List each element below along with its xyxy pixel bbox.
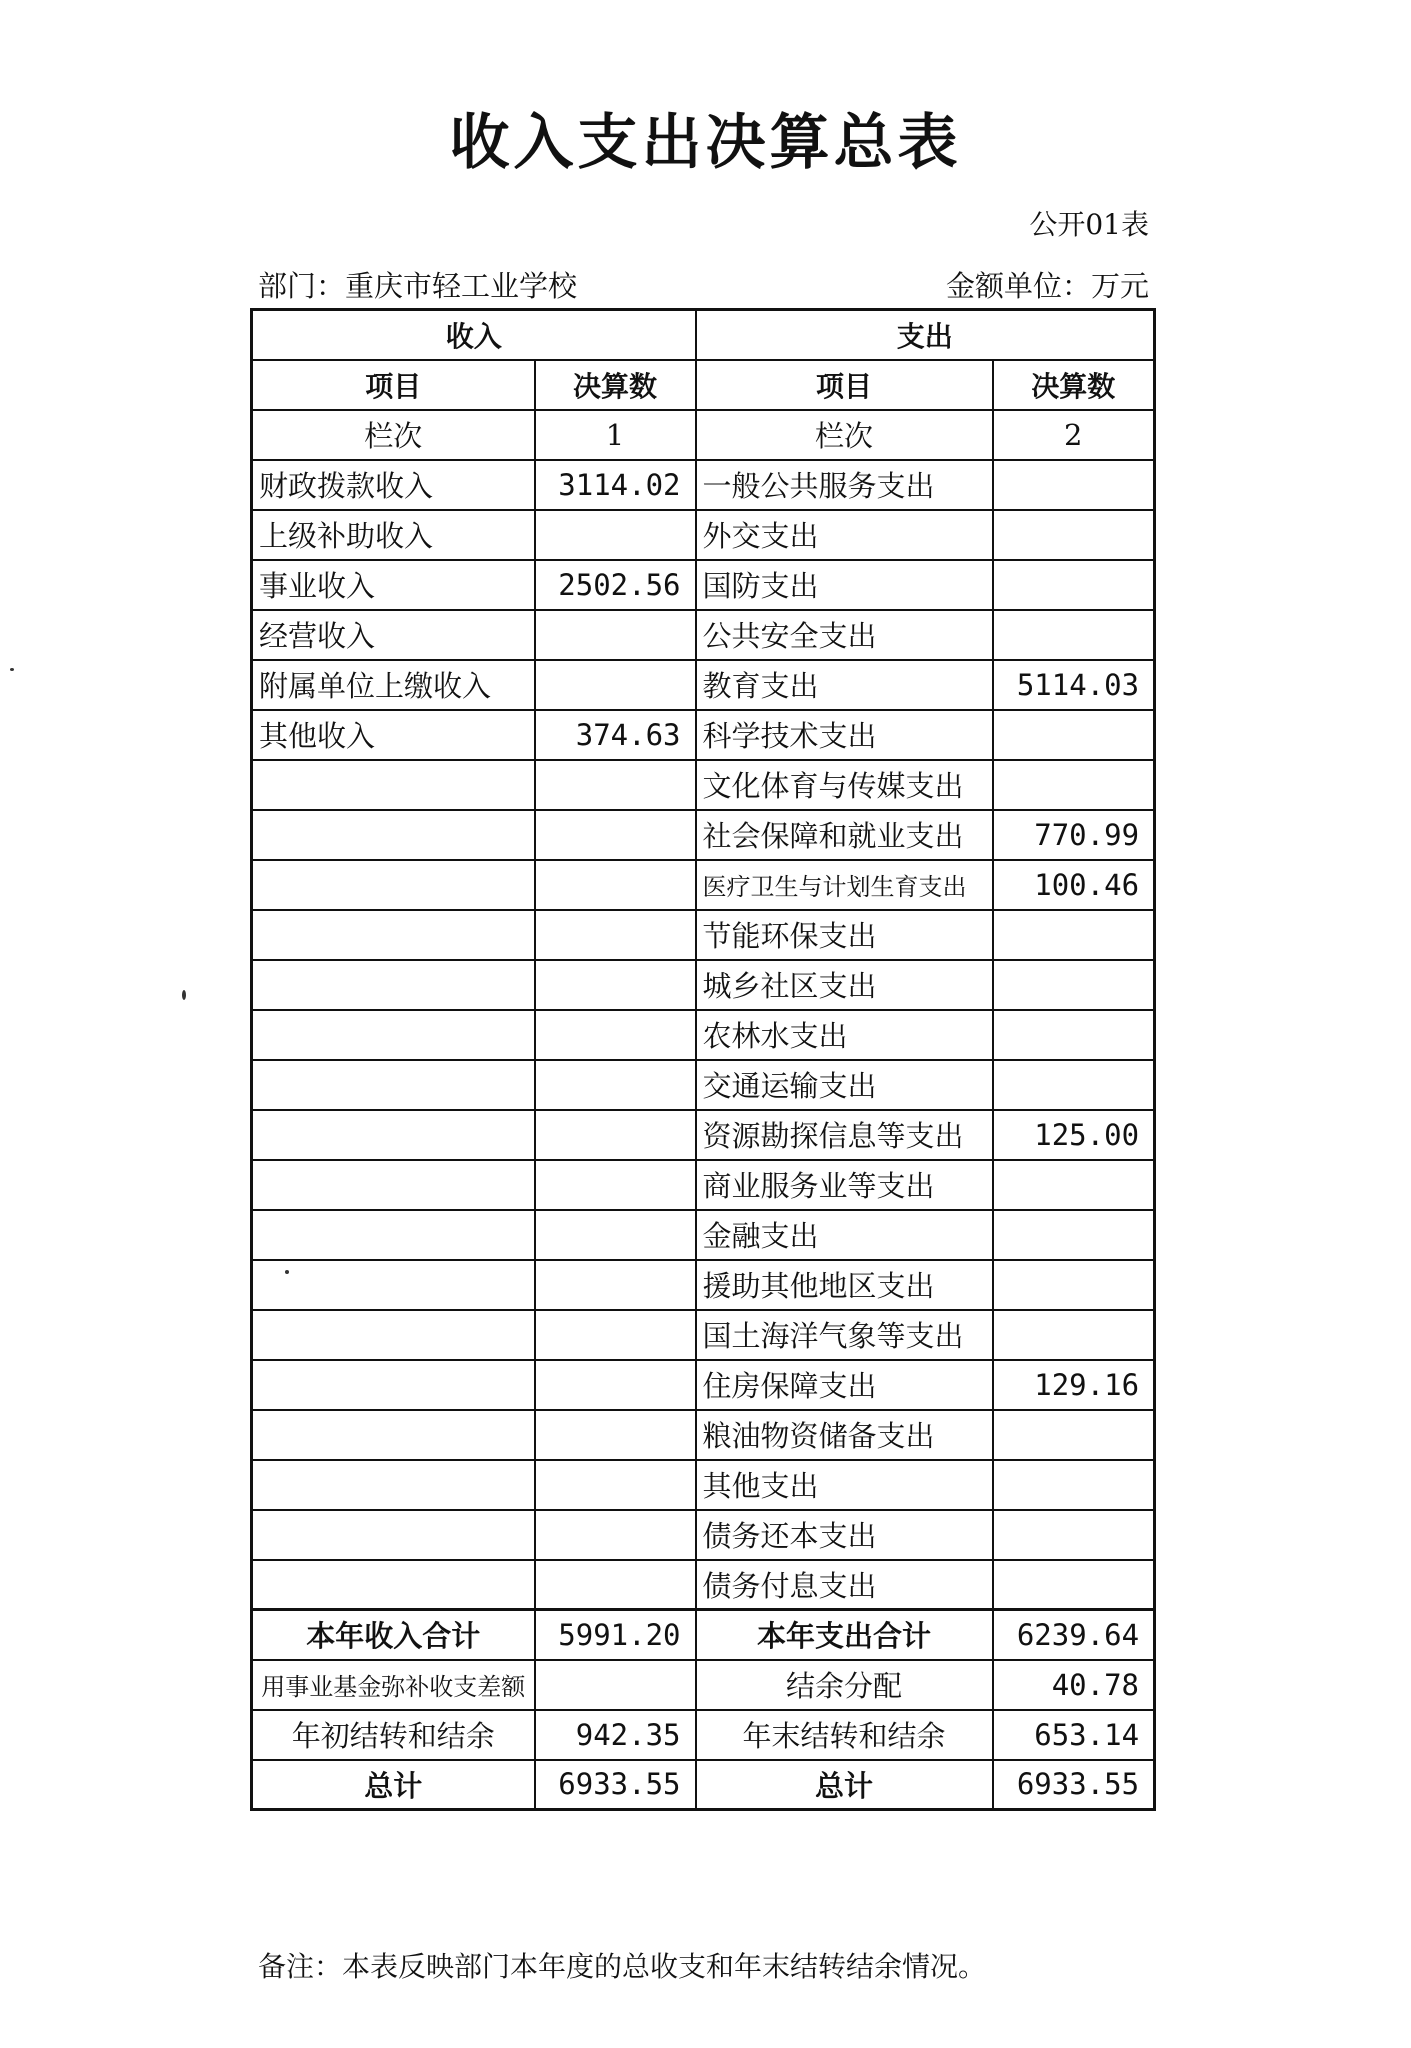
expense-amount-cell	[993, 1160, 1155, 1210]
table-row	[252, 810, 1155, 860]
expense-amount-cell	[993, 1060, 1155, 1110]
expense-amount-cell: 125.00	[993, 1110, 1155, 1160]
income-item-cell	[252, 1410, 535, 1460]
income-amount-cell	[535, 1260, 696, 1310]
grand-total-row	[252, 1760, 1155, 1810]
table-row	[252, 1560, 1155, 1610]
income-item-cell	[252, 960, 535, 1010]
income-item-cell	[252, 1310, 535, 1360]
income-item-cell: 财政拨款收入	[252, 460, 535, 510]
expense-item-cell: 外交支出	[696, 510, 993, 560]
section-header-row	[252, 310, 1155, 360]
income-amount-cell	[535, 610, 696, 660]
expense-item-cell: 债务付息支出	[696, 1560, 993, 1610]
fund-makeup-row	[252, 1660, 1155, 1710]
expense-amount-cell	[993, 560, 1155, 610]
table-row	[252, 460, 1155, 510]
expense-item-cell: 援助其他地区支出	[696, 1260, 993, 1310]
table-row	[252, 1410, 1155, 1460]
expense-amount-cell	[993, 1010, 1155, 1060]
table-row	[252, 610, 1155, 660]
year-income-total-label: 本年收入合计	[252, 1610, 535, 1660]
expense-item-cell: 教育支出	[696, 660, 993, 710]
form-code: 公开01表	[1029, 208, 1149, 241]
table-row	[252, 660, 1155, 710]
table-row	[252, 760, 1155, 810]
expense-item-cell: 医疗卫生与计划生育支出	[696, 860, 993, 910]
expense-item-cell: 城乡社区支出	[696, 960, 993, 1010]
expense-amount-cell	[993, 1260, 1155, 1310]
income-amount-cell	[535, 960, 696, 1010]
expense-grand-total-label: 总计	[696, 1760, 993, 1810]
expense-item-cell: 公共安全支出	[696, 610, 993, 660]
expense-amount-cell: 770.99	[993, 810, 1155, 860]
expense-amount-cell	[993, 1210, 1155, 1260]
table-row	[252, 710, 1155, 760]
income-amount-cell	[535, 860, 696, 910]
expense-amount-cell	[993, 960, 1155, 1010]
expense-column-number: 2	[993, 410, 1155, 460]
year-expense-total-label: 本年支出合计	[696, 1610, 993, 1660]
expense-amount-cell	[993, 760, 1155, 810]
begin-balance-label: 年初结转和结余	[252, 1710, 535, 1760]
income-amount-header: 决算数	[535, 360, 696, 410]
scan-speck	[182, 990, 186, 1000]
table-row	[252, 1310, 1155, 1360]
table-row	[252, 1260, 1155, 1310]
income-item-cell	[252, 1260, 535, 1310]
expense-item-cell: 节能环保支出	[696, 910, 993, 960]
income-grand-total-label: 总计	[252, 1760, 535, 1810]
income-item-cell	[252, 860, 535, 910]
income-amount-cell	[535, 1510, 696, 1560]
year-income-total-value: 5991.20	[535, 1610, 696, 1660]
expense-amount-cell: 129.16	[993, 1360, 1155, 1410]
expense-item-cell: 农林水支出	[696, 1010, 993, 1060]
income-column-number: 1	[535, 410, 696, 460]
expense-item-header: 项目	[696, 360, 993, 410]
income-amount-cell	[535, 1360, 696, 1410]
income-row-label: 栏次	[252, 410, 535, 460]
balance-row	[252, 1710, 1155, 1760]
expense-amount-cell	[993, 1410, 1155, 1460]
scan-speck	[285, 1270, 289, 1274]
income-item-cell	[252, 1510, 535, 1560]
table-row	[252, 1110, 1155, 1160]
table-row	[252, 1060, 1155, 1110]
income-amount-cell	[535, 1460, 696, 1510]
income-item-cell	[252, 1210, 535, 1260]
income-item-cell: 事业收入	[252, 560, 535, 610]
income-amount-cell	[535, 810, 696, 860]
expense-amount-cell: 5114.03	[993, 660, 1155, 710]
income-amount-cell: 374.63	[535, 710, 696, 760]
table-row	[252, 960, 1155, 1010]
expense-item-cell: 债务还本支出	[696, 1510, 993, 1560]
expense-item-cell: 国土海洋气象等支出	[696, 1310, 993, 1360]
income-item-cell: 其他收入	[252, 710, 535, 760]
expense-item-cell: 粮油物资储备支出	[696, 1410, 993, 1460]
expense-item-cell: 社会保障和就业支出	[696, 810, 993, 860]
table-row	[252, 1210, 1155, 1260]
table-row	[252, 910, 1155, 960]
expense-amount-cell	[993, 510, 1155, 560]
fund-makeup-value	[535, 1660, 696, 1710]
income-item-cell	[252, 1060, 535, 1110]
expense-item-cell: 科学技术支出	[696, 710, 993, 760]
income-item-cell	[252, 1110, 535, 1160]
income-item-header: 项目	[252, 360, 535, 410]
end-balance-value: 653.14	[993, 1710, 1155, 1760]
amount-unit-label: 金额单位：万元	[945, 269, 1149, 303]
page-title: 收入支出决算总表	[449, 108, 962, 178]
surplus-distribution-label: 结余分配	[696, 1660, 993, 1710]
income-amount-cell	[535, 1210, 696, 1260]
expense-amount-cell	[993, 1310, 1155, 1360]
income-amount-cell	[535, 1010, 696, 1060]
expense-amount-header: 决算数	[993, 360, 1155, 410]
table-row	[252, 510, 1155, 560]
expense-amount-cell	[993, 1510, 1155, 1560]
expense-item-cell: 文化体育与传媒支出	[696, 760, 993, 810]
table-row	[252, 1010, 1155, 1060]
expense-item-cell: 住房保障支出	[696, 1360, 993, 1410]
income-amount-cell	[535, 1110, 696, 1160]
expense-item-cell: 其他支出	[696, 1460, 993, 1510]
expense-grand-total-value: 6933.55	[993, 1760, 1155, 1810]
expense-item-cell: 金融支出	[696, 1210, 993, 1260]
department-label: 部门：重庆市轻工业学校	[258, 269, 578, 303]
expense-amount-cell	[993, 710, 1155, 760]
surplus-distribution-value: 40.78	[993, 1660, 1155, 1710]
income-item-cell	[252, 1360, 535, 1410]
income-amount-cell: 3114.02	[535, 460, 696, 510]
expense-amount-cell	[993, 1560, 1155, 1610]
table-row	[252, 860, 1155, 910]
end-balance-label: 年末结转和结余	[696, 1710, 993, 1760]
income-amount-cell	[535, 1060, 696, 1110]
income-grand-total-value: 6933.55	[535, 1760, 696, 1810]
expense-amount-cell: 100.46	[993, 860, 1155, 910]
income-item-cell	[252, 910, 535, 960]
income-amount-cell	[535, 1410, 696, 1460]
table-row	[252, 1510, 1155, 1560]
fund-makeup-label: 用事业基金弥补收支差额	[252, 1660, 535, 1710]
year-expense-total-value: 6239.64	[993, 1610, 1155, 1660]
expense-section-header: 支出	[696, 310, 1155, 360]
table-row	[252, 560, 1155, 610]
expense-amount-cell	[993, 460, 1155, 510]
expense-amount-cell	[993, 610, 1155, 660]
income-item-cell	[252, 1010, 535, 1060]
expense-amount-cell	[993, 910, 1155, 960]
table-row	[252, 1460, 1155, 1510]
year-total-row	[252, 1610, 1155, 1660]
income-item-cell: 经营收入	[252, 610, 535, 660]
expense-row-label: 栏次	[696, 410, 993, 460]
income-item-cell	[252, 1160, 535, 1210]
income-amount-cell	[535, 660, 696, 710]
expense-item-cell: 商业服务业等支出	[696, 1160, 993, 1210]
table-row	[252, 1160, 1155, 1210]
expense-item-cell: 资源勘探信息等支出	[696, 1110, 993, 1160]
income-item-cell	[252, 1560, 535, 1610]
expense-item-cell: 交通运输支出	[696, 1060, 993, 1110]
income-item-cell: 附属单位上缴收入	[252, 660, 535, 710]
expense-item-cell: 一般公共服务支出	[696, 460, 993, 510]
table-row	[252, 1360, 1155, 1410]
income-expense-table	[250, 308, 1156, 1811]
expense-item-cell: 国防支出	[696, 560, 993, 610]
income-amount-cell	[535, 1310, 696, 1360]
income-item-cell: 上级补助收入	[252, 510, 535, 560]
income-item-cell	[252, 1460, 535, 1510]
expense-amount-cell	[993, 1460, 1155, 1510]
income-amount-cell	[535, 910, 696, 960]
income-item-cell	[252, 810, 535, 860]
income-item-cell	[252, 760, 535, 810]
income-section-header: 收入	[252, 310, 696, 360]
income-amount-cell	[535, 510, 696, 560]
income-amount-cell	[535, 1160, 696, 1210]
income-amount-cell	[535, 760, 696, 810]
income-amount-cell	[535, 1560, 696, 1610]
begin-balance-value: 942.35	[535, 1710, 696, 1760]
income-amount-cell: 2502.56	[535, 560, 696, 610]
column-header-row	[252, 360, 1155, 410]
scan-speck	[10, 668, 14, 671]
footnote: 备注：本表反映部门本年度的总收支和年末结转结余情况。	[258, 1950, 987, 1983]
column-number-row	[252, 410, 1155, 460]
